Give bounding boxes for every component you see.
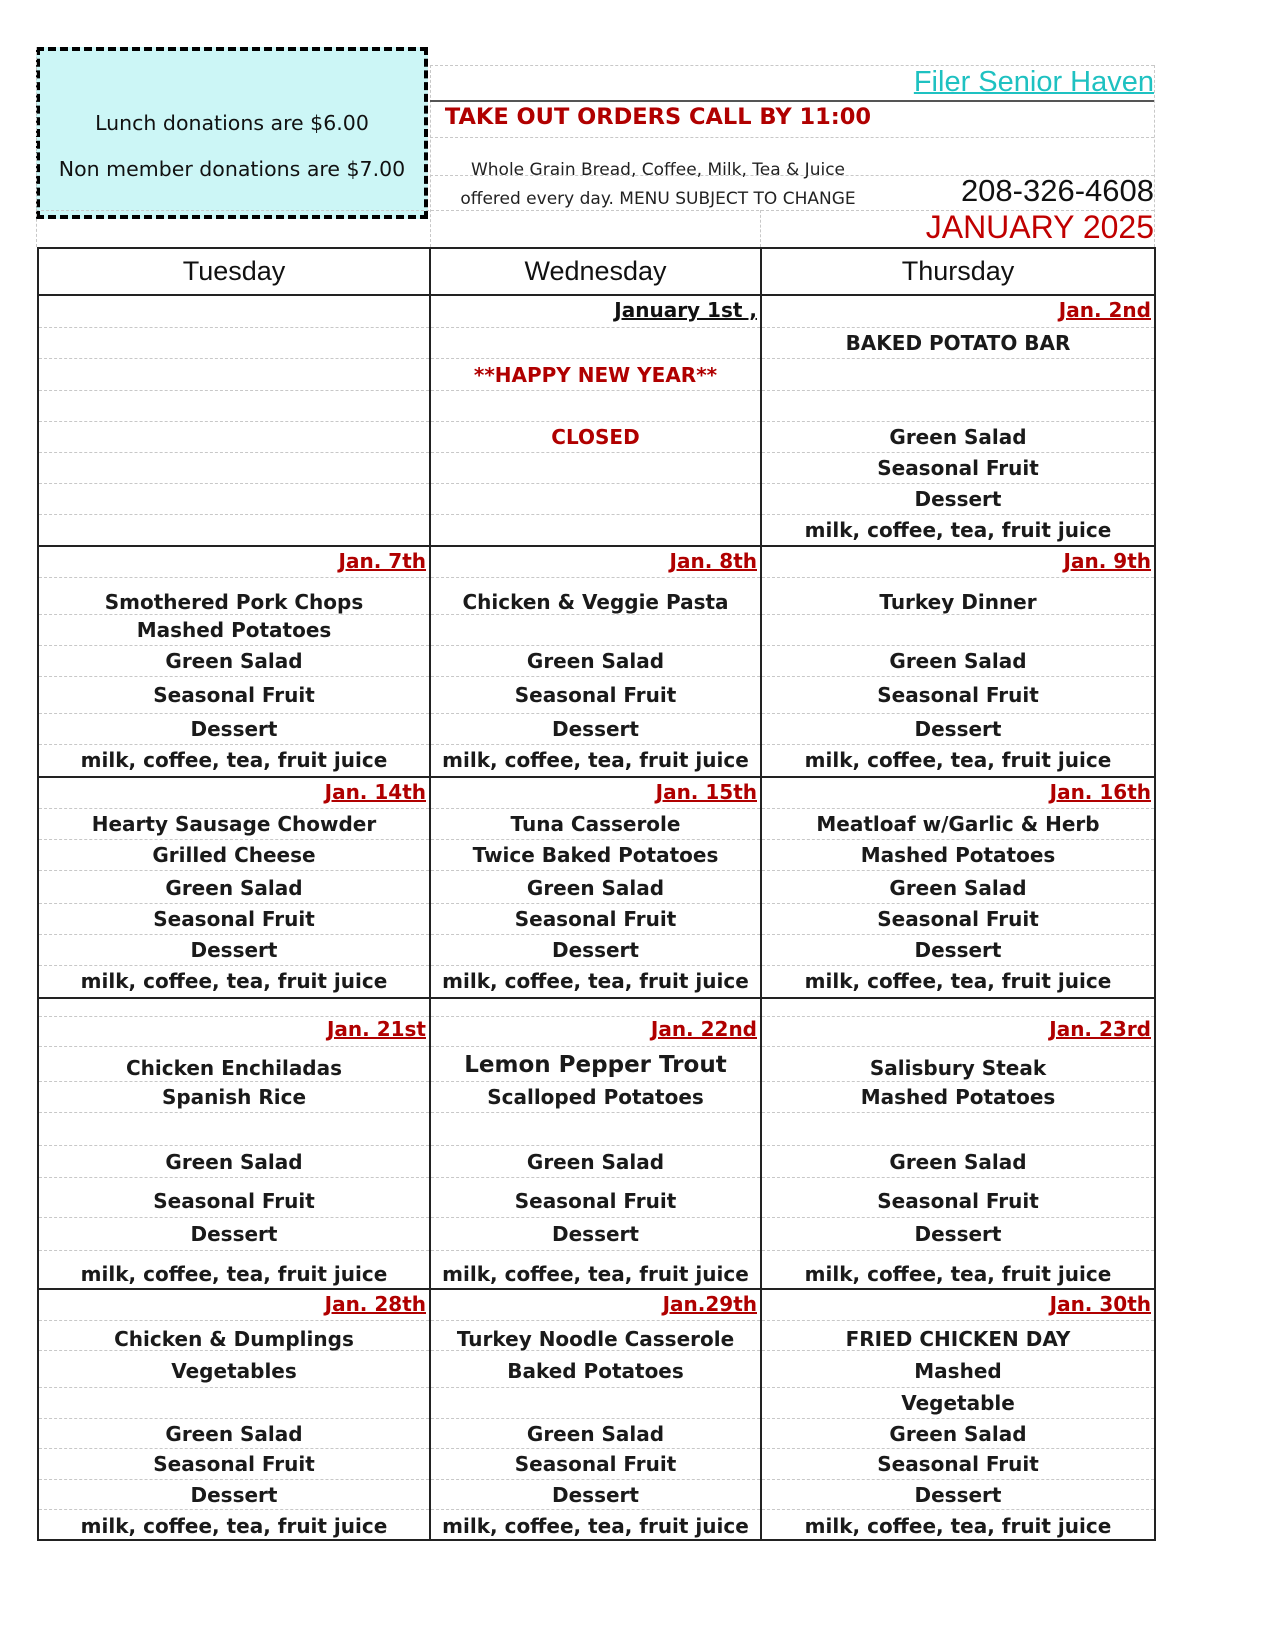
menu-item: Dessert	[762, 1480, 1154, 1510]
date-label: Jan. 30th	[762, 1292, 1154, 1321]
grid-row	[431, 615, 760, 646]
menu-item: Dessert	[762, 1218, 1154, 1251]
menu-item: milk, coffee, tea, fruit juice	[442, 1262, 749, 1286]
menu-item: Seasonal Fruit	[39, 904, 429, 935]
grid-line	[1154, 65, 1155, 247]
menu-item: CLOSED	[431, 422, 760, 453]
day-cell	[38, 777, 430, 998]
menu-item: milk, coffee, tea, fruit juice	[804, 1514, 1112, 1538]
menu-item: Salisbury Steak	[762, 1047, 1154, 1082]
lunch-donation-text: Lunch donations are $6.00	[95, 111, 369, 135]
menu-item: Tuna Casserole	[431, 809, 760, 840]
grid-row	[39, 359, 429, 391]
menu-item: Lemon Pepper Trout	[431, 1047, 760, 1082]
menu-item: Seasonal Fruit	[762, 1449, 1154, 1480]
day-cell	[761, 546, 1155, 777]
menu-item: Seasonal Fruit	[762, 677, 1154, 714]
week-row	[38, 1289, 1155, 1540]
grid-row	[39, 391, 429, 422]
day-header-row	[38, 248, 1155, 295]
menu-item: Seasonal Fruit	[39, 1449, 429, 1480]
menu-item: Chicken Enchiladas	[39, 1047, 429, 1082]
menu-item: Green Salad	[39, 1419, 429, 1449]
menu-item: milk, coffee, tea, fruit juice	[80, 969, 388, 993]
grid-row	[39, 296, 429, 328]
menu-item: Seasonal Fruit	[762, 453, 1154, 484]
menu-item: milk, coffee, tea, fruit juice	[80, 1514, 388, 1538]
day-cell	[761, 777, 1155, 998]
date-label: Jan. 23rd	[762, 1017, 1154, 1047]
menu-item: Grilled Cheese	[39, 840, 429, 871]
menu-item: Chicken & Dumplings	[39, 1321, 429, 1351]
week-row	[38, 777, 1155, 998]
menu-item: Seasonal Fruit	[431, 677, 760, 714]
menu-item: Seasonal Fruit	[431, 1178, 760, 1218]
menu-item: milk, coffee, tea, fruit juice	[80, 1262, 388, 1286]
menu-item: Green Salad	[762, 1146, 1154, 1178]
menu-item: BAKED POTATO BAR	[762, 328, 1154, 359]
grid-row	[762, 999, 1154, 1017]
menu-item: Vegetable	[762, 1388, 1154, 1419]
menu-item: milk, coffee, tea, fruit juice	[804, 518, 1112, 542]
menu-item: milk, coffee, tea, fruit juice	[80, 748, 388, 772]
menu-item: Green Salad	[762, 1419, 1154, 1449]
menu-item: Dessert	[431, 1218, 760, 1251]
day-cell	[38, 295, 430, 546]
grid-row	[431, 391, 760, 422]
date-label: Jan. 14th	[39, 780, 429, 809]
menu-item: Mashed Potatoes	[762, 840, 1154, 871]
menu-item: Dessert	[762, 714, 1154, 745]
day-cell	[38, 998, 430, 1289]
menu-calendar	[37, 247, 1156, 1541]
day-cell	[38, 546, 430, 777]
phone-number: 208-326-4608	[960, 173, 1154, 208]
menu-item: Chicken & Veggie Pasta	[431, 578, 760, 615]
menu-item: Mashed Potatoes	[762, 1082, 1154, 1113]
grid-row	[431, 484, 760, 515]
grid-row	[431, 453, 760, 484]
menu-item: Seasonal Fruit	[39, 677, 429, 714]
menu-item: Smothered Pork Chops	[39, 578, 429, 615]
menu-item: Turkey Noodle Casserole	[431, 1321, 760, 1351]
grid-row	[762, 359, 1154, 391]
menu-item: Green Salad	[762, 422, 1154, 453]
grid-line	[430, 65, 431, 247]
grid-line	[430, 137, 1154, 138]
menu-item: milk, coffee, tea, fruit juice	[442, 748, 749, 772]
grid-row	[39, 1113, 429, 1146]
day-cell	[430, 777, 761, 998]
grid-row	[39, 328, 429, 359]
menu-item: milk, coffee, tea, fruit juice	[804, 748, 1112, 772]
menu-item: Green Salad	[39, 871, 429, 904]
day-cell	[430, 546, 761, 777]
grid-row	[431, 999, 760, 1017]
day-cell	[761, 1289, 1155, 1540]
week-row	[38, 295, 1155, 546]
grid-row	[39, 999, 429, 1017]
grid-row	[39, 484, 429, 515]
menu-item: Green Salad	[39, 1146, 429, 1178]
menu-item: Seasonal Fruit	[431, 1449, 760, 1480]
grid-row	[762, 615, 1154, 646]
grid-row	[39, 1388, 429, 1419]
menu-item: Seasonal Fruit	[39, 1178, 429, 1218]
date-label: Jan. 8th	[431, 549, 760, 578]
day-cell	[38, 1289, 430, 1540]
grid-line	[760, 210, 761, 247]
menu-item: Dessert	[431, 1480, 760, 1510]
date-label: Jan. 15th	[431, 780, 760, 809]
menu-item: Seasonal Fruit	[762, 904, 1154, 935]
date-label: Jan. 7th	[39, 549, 429, 578]
menu-item: Green Salad	[431, 646, 760, 677]
date-label: Jan. 9th	[762, 549, 1154, 578]
menu-item: milk, coffee, tea, fruit juice	[442, 1514, 749, 1538]
menu-item: Twice Baked Potatoes	[431, 840, 760, 871]
menu-item: Mashed Potatoes	[39, 615, 429, 646]
date-label: January 1st ,	[431, 298, 760, 328]
menu-item: Seasonal Fruit	[431, 904, 760, 935]
menu-item: Dessert	[39, 714, 429, 745]
menu-item: Dessert	[39, 1218, 429, 1251]
grid-line	[36, 47, 37, 247]
day-header-wednesday: Wednesday	[430, 248, 761, 295]
menu-item: Turkey Dinner	[762, 578, 1154, 615]
menu-item: milk, coffee, tea, fruit juice	[442, 969, 749, 993]
menu-item: Mashed	[762, 1351, 1154, 1388]
date-label: Jan. 2nd	[762, 298, 1154, 328]
menu-item: Scalloped Potatoes	[431, 1082, 760, 1113]
menu-item: Green Salad	[431, 1419, 760, 1449]
date-label: Jan. 22nd	[431, 1017, 760, 1047]
donation-box	[36, 47, 428, 219]
week-row	[38, 546, 1155, 777]
menu-item: Vegetables	[39, 1351, 429, 1388]
grid-row	[39, 422, 429, 453]
week-row	[38, 998, 1155, 1289]
grid-row	[431, 1113, 760, 1146]
menu-item: Green Salad	[431, 871, 760, 904]
grid-row	[431, 1388, 760, 1419]
menu-item: Seasonal Fruit	[762, 1178, 1154, 1218]
menu-item: Green Salad	[431, 1146, 760, 1178]
non-member-donation-text: Non member donations are $7.00	[58, 157, 406, 181]
bread-note-line2: offered every day. MENU SUBJECT TO CHANGE	[460, 189, 856, 209]
menu-item: Green Salad	[762, 871, 1154, 904]
bread-note-line1: Whole Grain Bread, Coffee, Milk, Tea & Juice	[470, 160, 846, 180]
menu-item: Hearty Sausage Chowder	[39, 809, 429, 840]
menu-item: Green Salad	[39, 646, 429, 677]
day-cell	[430, 998, 761, 1289]
date-label: Jan.29th	[431, 1292, 760, 1321]
date-label: Jan. 21st	[39, 1017, 429, 1047]
menu-item: Spanish Rice	[39, 1082, 429, 1113]
grid-row	[762, 391, 1154, 422]
month-title: JANUARY 2025	[925, 209, 1154, 245]
menu-item: Meatloaf w/Garlic & Herb	[762, 809, 1154, 840]
date-label: Jan. 16th	[762, 780, 1154, 809]
menu-item: Dessert	[762, 935, 1154, 966]
grid-row	[431, 328, 760, 359]
menu-item: **HAPPY NEW YEAR**	[431, 359, 760, 391]
menu-item: Baked Potatoes	[431, 1351, 760, 1388]
takeout-notice: TAKE OUT ORDERS CALL BY 11:00	[444, 104, 872, 130]
header-rule	[430, 100, 1154, 102]
menu-item: milk, coffee, tea, fruit juice	[804, 969, 1112, 993]
day-cell	[761, 295, 1155, 546]
day-cell	[430, 295, 761, 546]
day-header-thursday: Thursday	[761, 248, 1155, 295]
organization-name: Filer Senior Haven	[913, 66, 1154, 98]
grid-row	[762, 1113, 1154, 1146]
menu-item: Dessert	[39, 1480, 429, 1510]
menu-item: Dessert	[762, 484, 1154, 515]
date-label: Jan. 28th	[39, 1292, 429, 1321]
grid-row	[39, 453, 429, 484]
menu-item: Dessert	[431, 935, 760, 966]
menu-item: Green Salad	[762, 646, 1154, 677]
menu-item: FRIED CHICKEN DAY	[762, 1321, 1154, 1351]
menu-item: Dessert	[39, 935, 429, 966]
day-cell	[761, 998, 1155, 1289]
day-cell	[430, 1289, 761, 1540]
day-header-tuesday: Tuesday	[38, 248, 430, 295]
menu-item: Dessert	[431, 714, 760, 745]
menu-item: milk, coffee, tea, fruit juice	[804, 1262, 1112, 1286]
